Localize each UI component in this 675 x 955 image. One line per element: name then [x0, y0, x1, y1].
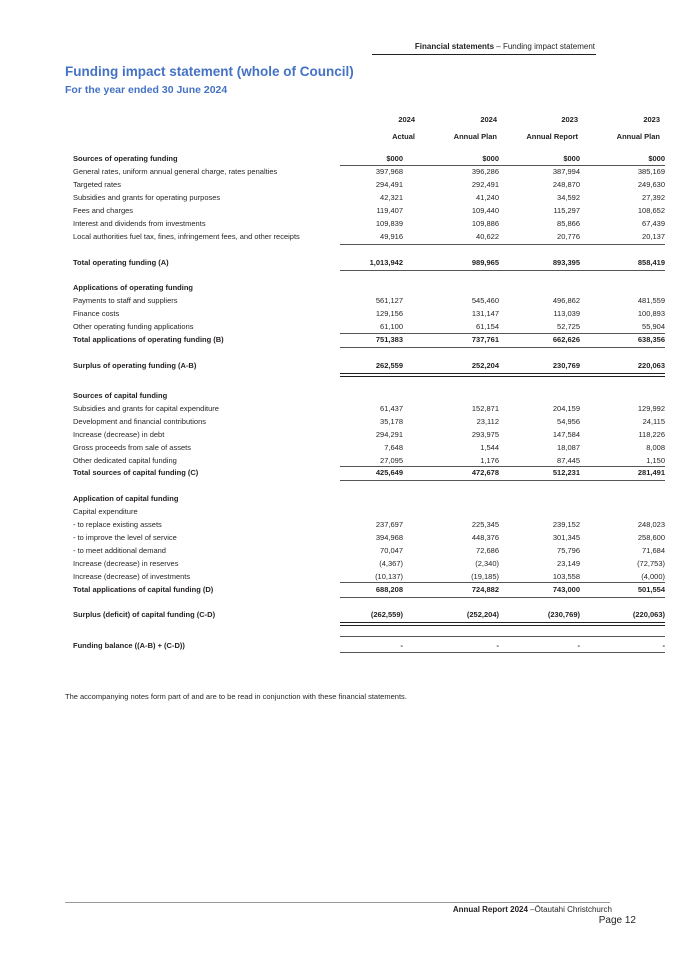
header-section: Financial statements — [414, 42, 495, 51]
section-heading-application-of-capital-funding — [73, 492, 665, 505]
row-label: - to meet additional demand — [73, 546, 166, 555]
value-cell: 61,437 — [380, 404, 403, 413]
value-cell: 561,127 — [375, 296, 403, 305]
row-label: Development and financial contributions — [73, 417, 206, 426]
running-header — [415, 42, 595, 51]
value-cell: 262,559 — [375, 361, 403, 370]
value-cell: (262,559) — [370, 610, 403, 619]
section-heading-sources-of-capital-funding — [73, 389, 665, 402]
value-cell: 545,460 — [471, 296, 499, 305]
value-cell: 109,440 — [471, 206, 499, 215]
value-cell: 239,152 — [552, 520, 580, 529]
value-cell: 638,356 — [637, 335, 665, 344]
rule — [340, 244, 665, 245]
value-cell: (2,340) — [475, 559, 499, 568]
value-cell: 1,150 — [646, 456, 665, 465]
value-cell: (19,185) — [471, 572, 499, 581]
total-row-applications-of-operating-funding — [73, 333, 665, 346]
column-label: Annual Plan — [453, 132, 497, 141]
value-cell: 1,176 — [480, 456, 499, 465]
value-cell: 23,149 — [557, 559, 580, 568]
value-cell: 724,882 — [471, 585, 499, 594]
value-cell: 472,678 — [471, 468, 499, 477]
column-year: 2024 — [480, 115, 497, 124]
table-row — [73, 320, 665, 333]
value-cell: 27,095 — [380, 456, 403, 465]
value-cell: 396,286 — [471, 167, 499, 176]
table-row — [73, 415, 665, 428]
value-cell: 52,725 — [557, 322, 580, 331]
table-row — [73, 428, 665, 441]
surplus-row-capital-funding — [73, 608, 665, 621]
value-cell: 85,866 — [557, 219, 580, 228]
value-cell: 23,112 — [476, 417, 499, 426]
rule — [340, 652, 665, 653]
value-cell: 118,226 — [638, 430, 665, 439]
table-row — [73, 531, 665, 544]
page-title: Funding impact statement (whole of Council) — [65, 64, 354, 79]
value-cell: 397,968 — [375, 167, 403, 176]
table-row — [73, 557, 665, 570]
row-label: Subsidies and grants for capital expenditure — [73, 404, 219, 413]
value-cell: 129,156 — [375, 309, 403, 318]
value-cell: 70,047 — [380, 546, 403, 555]
value-cell: 7,648 — [384, 443, 403, 452]
value-cell: 858,419 — [637, 258, 665, 267]
row-label: Funding balance ((A-B) + (C-D)) — [73, 641, 185, 650]
row-label: Capital expenditure — [73, 507, 138, 516]
row-label: Increase (decrease) of investments — [73, 572, 191, 581]
column-year: 2023 — [643, 115, 660, 124]
row-label: Sources of operating funding — [73, 154, 178, 163]
value-cell: 293,975 — [471, 430, 499, 439]
table-row — [73, 307, 665, 320]
double-rule-top — [340, 622, 665, 623]
column-header-plan-2024 — [407, 114, 497, 143]
value-cell: 662,626 — [552, 335, 580, 344]
value-cell: 989,965 — [471, 258, 499, 267]
section-heading-applications-of-operating-funding — [73, 281, 665, 294]
value-cell: 220,063 — [637, 361, 665, 370]
value-cell: 34,592 — [557, 193, 580, 202]
value-cell: (252,204) — [466, 610, 499, 619]
rule — [340, 480, 665, 481]
column-label: Annual Plan — [616, 132, 660, 141]
value-cell: 496,862 — [552, 296, 580, 305]
value-cell: 119,407 — [376, 206, 403, 215]
table-row — [73, 217, 665, 230]
value-cell: 249,630 — [637, 180, 665, 189]
row-label: Other operating funding applications — [73, 322, 194, 331]
row-label: Targeted rates — [73, 180, 121, 189]
subheading-capital-expenditure — [73, 505, 665, 518]
footnote: The accompanying notes form part of and are to be read in conjunction with these financial statements. — [65, 692, 407, 701]
table-row — [73, 204, 665, 217]
value-cell: 292,491 — [471, 180, 499, 189]
column-header-actual-2024 — [325, 114, 415, 143]
value-cell: 258,600 — [637, 533, 665, 542]
value-cell: 108,652 — [637, 206, 665, 215]
value-cell: 481,559 — [637, 296, 665, 305]
unit-cell: $000 — [386, 154, 403, 163]
row-label: Increase (decrease) in reserves — [73, 559, 179, 568]
row-label: Other dedicated capital funding — [73, 456, 177, 465]
row-label: Local authorities fuel tax, fines, infringement fees, and other receipts — [73, 232, 300, 241]
value-cell: (230,769) — [547, 610, 580, 619]
value-cell: (4,000) — [641, 572, 665, 581]
value-cell: 100,893 — [637, 309, 665, 318]
footer-place: Ōtautahi Christchurch — [534, 905, 612, 914]
row-label: Interest and dividends from investments — [73, 219, 206, 228]
unit-cell: $000 — [563, 154, 580, 163]
value-cell: 113,039 — [553, 309, 580, 318]
value-cell: (72,753) — [637, 559, 665, 568]
value-cell: 893,395 — [552, 258, 580, 267]
table-row — [73, 441, 665, 454]
table-row — [73, 402, 665, 415]
value-cell: 737,761 — [471, 335, 499, 344]
value-cell: - — [662, 641, 665, 650]
funding-balance-row — [73, 639, 665, 652]
row-label: General rates, uniform annual general charge, rates penalties — [73, 167, 278, 176]
value-cell: - — [577, 641, 580, 650]
row-label: Finance costs — [73, 309, 120, 318]
row-label: Total operating funding (A) — [73, 258, 169, 267]
value-cell: 20,137 — [642, 232, 665, 241]
row-label: Fees and charges — [73, 206, 134, 215]
value-cell: 27,392 — [642, 193, 665, 202]
row-label: Applications of operating funding — [73, 283, 193, 292]
column-label: Actual — [392, 132, 415, 141]
value-cell: 1,013,942 — [369, 258, 403, 267]
value-cell: - — [400, 641, 403, 650]
footer-rule — [65, 902, 610, 903]
value-cell: 147,584 — [552, 430, 580, 439]
value-cell: 294,291 — [375, 430, 403, 439]
double-rule-bottom — [340, 376, 665, 377]
column-year: 2023 — [561, 115, 578, 124]
value-cell: 115,297 — [553, 206, 580, 215]
value-cell: 204,159 — [552, 404, 580, 413]
row-label: Increase (decrease) in debt — [73, 430, 165, 439]
value-cell: 688,208 — [375, 585, 403, 594]
column-label: Annual Report — [526, 132, 578, 141]
page-subtitle: For the year ended 30 June 2024 — [65, 84, 228, 96]
value-cell: 252,204 — [471, 361, 499, 370]
value-cell: 501,554 — [637, 585, 665, 594]
value-cell: 248,870 — [552, 180, 580, 189]
table-row — [73, 544, 665, 557]
value-cell: 67,439 — [642, 219, 665, 228]
value-cell: 425,649 — [375, 468, 403, 477]
value-cell: 248,023 — [637, 520, 665, 529]
column-year: 2024 — [398, 115, 415, 124]
value-cell: 20,776 — [557, 232, 580, 241]
value-cell: 131,147 — [471, 309, 499, 318]
value-cell: 387,994 — [552, 167, 580, 176]
row-label: Payments to staff and suppliers — [73, 296, 178, 305]
row-label: Surplus of operating funding (A-B) — [73, 361, 197, 370]
rule — [340, 597, 665, 598]
value-cell: 103,558 — [552, 572, 580, 581]
value-cell: 72,686 — [476, 546, 499, 555]
value-cell: 75,796 — [557, 546, 580, 555]
row-label: Total sources of capital funding (C) — [73, 468, 199, 477]
header-rule — [372, 54, 596, 55]
value-cell: 87,445 — [557, 456, 580, 465]
total-row-operating-funding — [73, 256, 665, 269]
value-cell: 42,321 — [380, 193, 403, 202]
row-label: - to improve the level of service — [73, 533, 177, 542]
value-cell: 301,345 — [552, 533, 580, 542]
table-row — [73, 294, 665, 307]
value-cell: - — [496, 641, 499, 650]
value-cell: 294,491 — [375, 180, 403, 189]
value-cell: (4,367) — [379, 559, 403, 568]
row-label: Surplus (deficit) of capital funding (C-D) — [73, 610, 216, 619]
value-cell: 109,886 — [471, 219, 499, 228]
value-cell: 40,622 — [476, 232, 499, 241]
value-cell: 743,000 — [552, 585, 580, 594]
value-cell: (220,063) — [632, 610, 665, 619]
value-cell: 1,544 — [480, 443, 499, 452]
double-rule-top — [340, 373, 665, 374]
rule — [340, 636, 665, 637]
value-cell: 512,231 — [552, 468, 580, 477]
row-label: Gross proceeds from sale of assets — [73, 443, 191, 452]
table-row — [73, 178, 665, 191]
row-label: Total applications of operating funding (B) — [73, 335, 224, 344]
unit-cell: $000 — [648, 154, 665, 163]
value-cell: 54,956 — [557, 417, 580, 426]
row-label: Subsidies and grants for operating purposes — [73, 193, 221, 202]
header-page-title: Funding impact statement — [502, 42, 595, 51]
value-cell: 35,178 — [380, 417, 403, 426]
value-cell: 152,871 — [471, 404, 499, 413]
footer-report: Annual Report 2024 — [452, 905, 528, 914]
row-label: Total applications of capital funding (D) — [73, 585, 214, 594]
page-number: Page 12 — [598, 915, 636, 926]
value-cell: 61,154 — [476, 322, 499, 331]
value-cell: 237,697 — [375, 520, 403, 529]
header-separator: – — [494, 42, 503, 51]
rule — [340, 270, 665, 271]
value-cell: 281,491 — [637, 468, 665, 477]
running-footer — [453, 905, 612, 914]
rule — [340, 347, 665, 348]
value-cell: 225,345 — [471, 520, 499, 529]
value-cell: 55,904 — [642, 322, 665, 331]
value-cell: (10,137) — [375, 572, 403, 581]
footer-separator: – — [527, 905, 535, 914]
table-row — [73, 165, 665, 178]
section-heading-sources-of-operating-funding — [73, 152, 665, 165]
value-cell: 109,839 — [375, 219, 403, 228]
column-header-report-2023 — [488, 114, 578, 143]
column-header-plan-2023 — [570, 114, 660, 143]
value-cell: 49,916 — [380, 232, 403, 241]
value-cell: 41,240 — [476, 193, 499, 202]
value-cell: 8,008 — [646, 443, 665, 452]
total-row-applications-of-capital-funding — [73, 583, 665, 596]
value-cell: 129,992 — [637, 404, 665, 413]
surplus-row-operating-funding — [73, 359, 665, 372]
row-label: - to replace existing assets — [73, 520, 162, 529]
value-cell: 18,087 — [557, 443, 580, 452]
value-cell: 71,684 — [642, 546, 665, 555]
value-cell: 394,968 — [375, 533, 403, 542]
table-row — [73, 518, 665, 531]
unit-cell: $000 — [482, 154, 499, 163]
row-label: Sources of capital funding — [73, 391, 168, 400]
total-row-sources-of-capital-funding — [73, 466, 665, 479]
value-cell: 24,115 — [642, 417, 665, 426]
double-rule-bottom — [340, 625, 665, 626]
row-label: Application of capital funding — [73, 494, 179, 503]
value-cell: 385,169 — [637, 167, 665, 176]
value-cell: 448,376 — [471, 533, 499, 542]
table-row — [73, 191, 665, 204]
value-cell: 751,383 — [375, 335, 403, 344]
value-cell: 230,769 — [552, 361, 580, 370]
value-cell: 61,100 — [380, 322, 403, 331]
table-row — [73, 230, 665, 243]
